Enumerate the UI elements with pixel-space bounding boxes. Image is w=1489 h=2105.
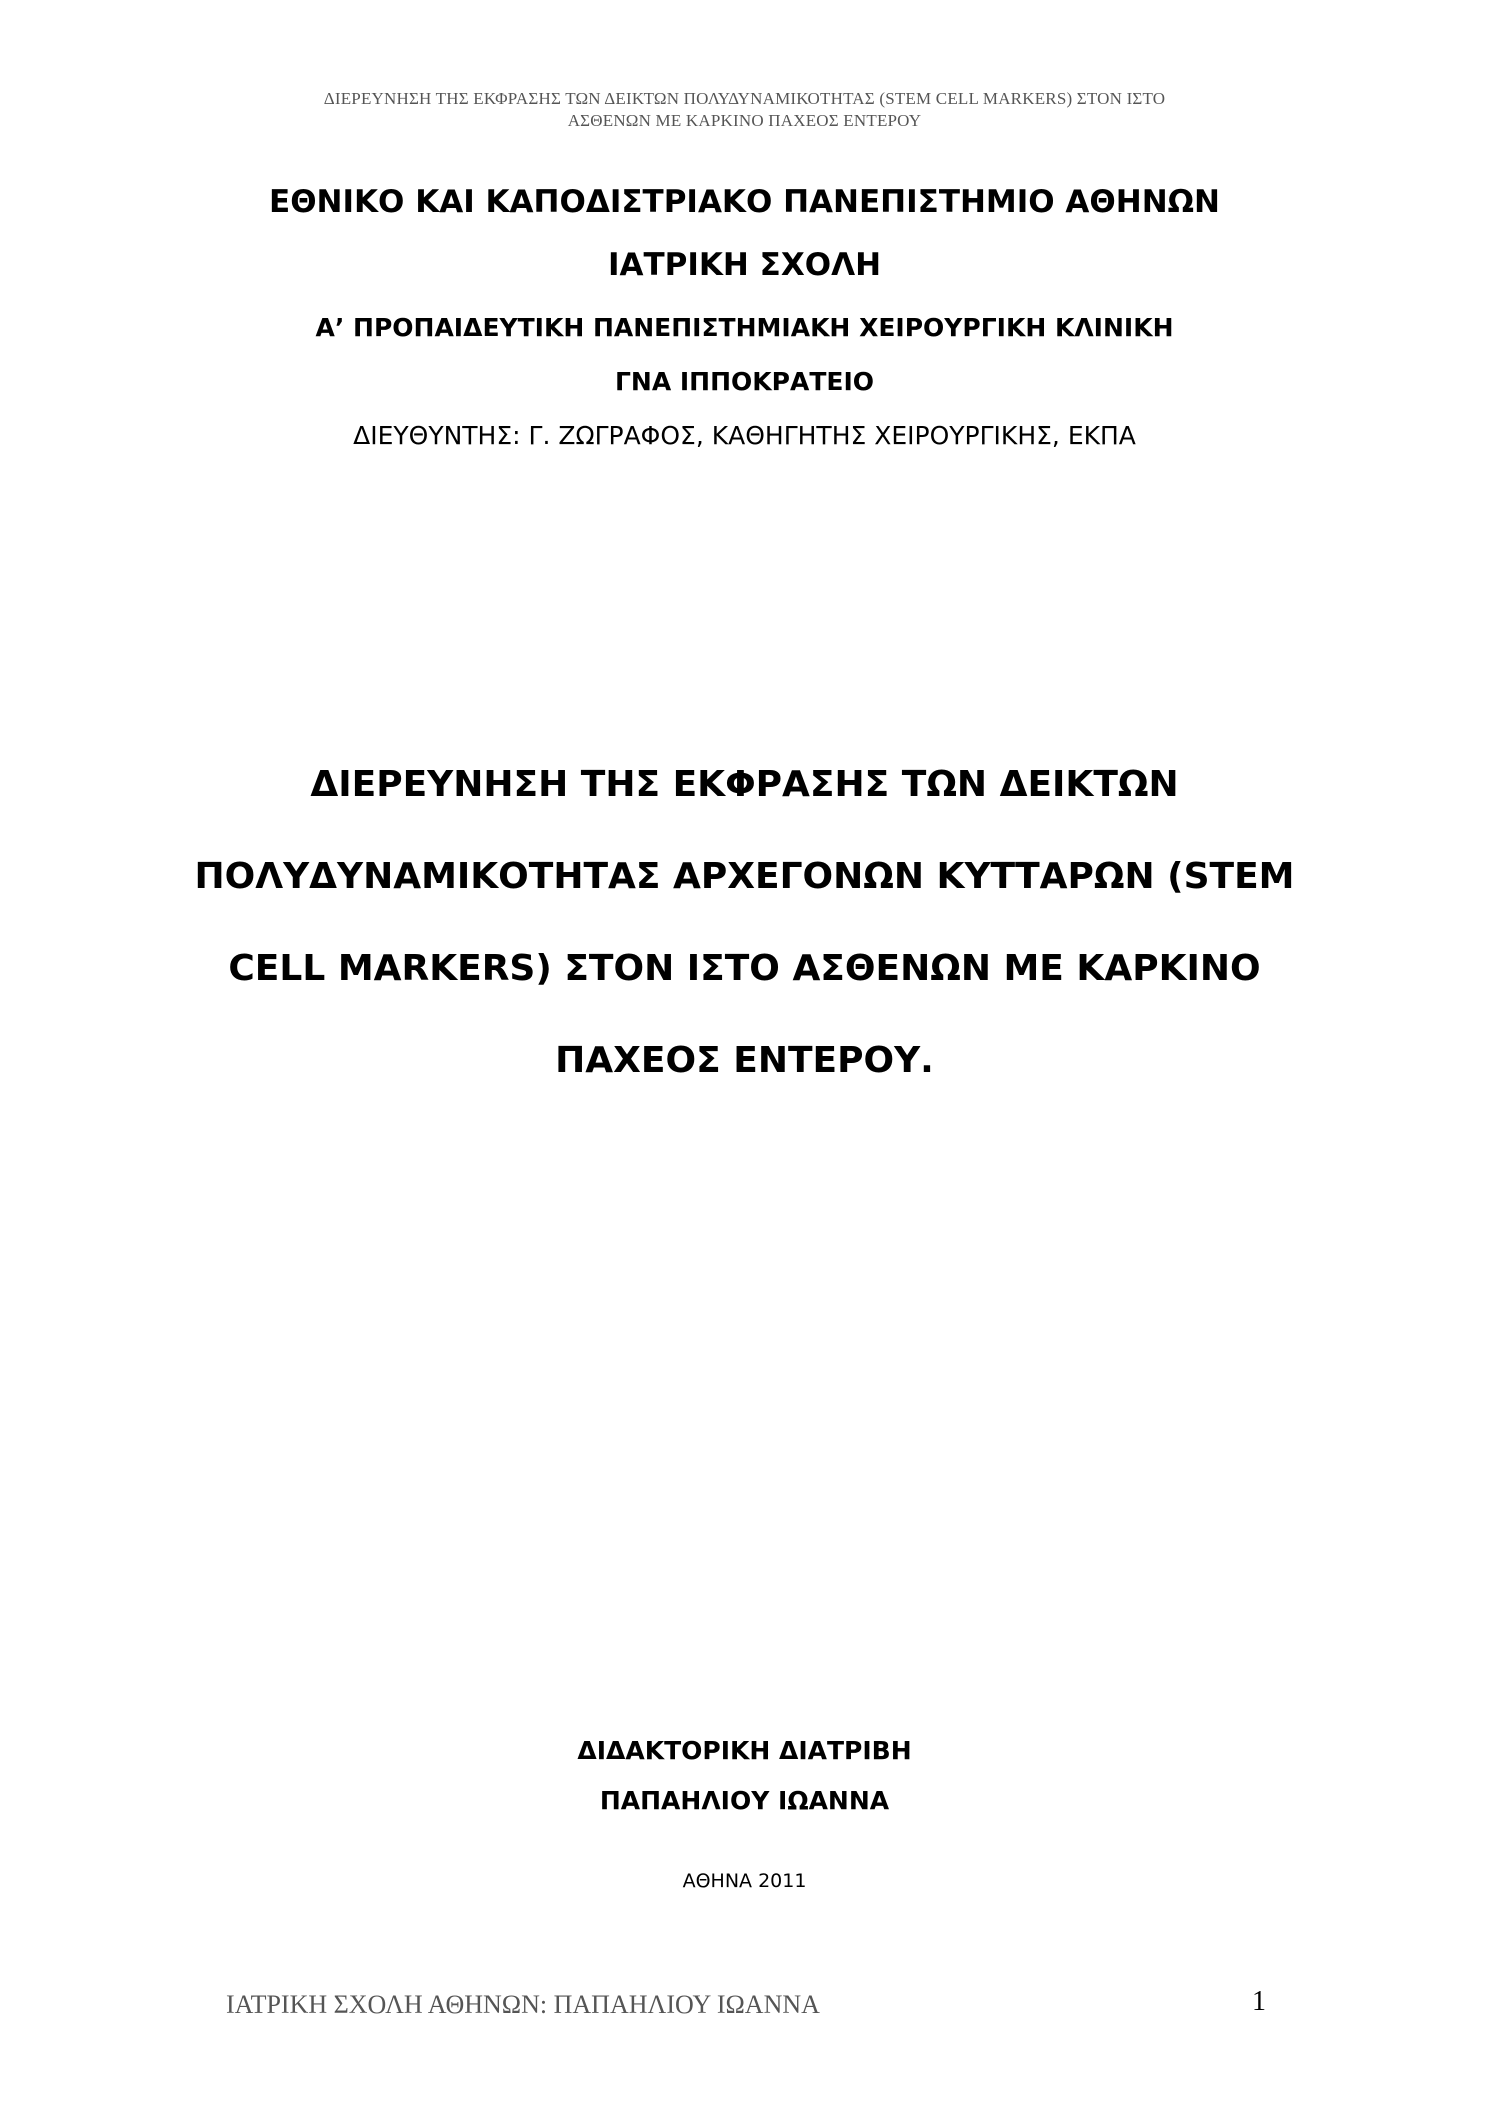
thesis-title-line-4: ΠΑΧΕΟΣ ΕΝΤΕΡΟΥ. (555, 1040, 934, 1081)
running-header-line-2: ΑΣΘΕΝΩΝ ΜΕ ΚΑΡΚΙΝΟ ΠΑΧΕΟΣ ΕΝΤΕΡΟΥ (567, 111, 922, 130)
thesis-title-line-3: CELL MARKERS) ΣΤΟΝ ΙΣΤΟ ΑΣΘΕΝΩΝ ΜΕ ΚΑΡΚΙΝΟ (228, 948, 1261, 989)
university-name: ΕΘΝΙΚΟ ΚΑΙ ΚΑΠΟΔΙΣΤΡΙΑΚΟ ΠΑΝΕΠΙΣΤΗΜΙΟ ΑΘΗΝΩΝ (269, 184, 1220, 220)
thesis-title-line-2: ΠΟΛΥΔΥΝΑΜΙΚΟΤΗΤΑΣ ΑΡΧΕΓΟΝΩΝ ΚΥΤΤΑΡΩΝ (STEM (194, 856, 1295, 897)
thesis-type: ΔΙΔΑΚΤΟΡΙΚΗ ΔΙΑΤΡΙΒΗ (577, 1736, 912, 1765)
page-footer-text: ΙΑΤΡΙΚΗ ΣΧΟΛΗ ΑΘΗΝΩΝ: ΠΑΠΑΗΛΙΟΥ ΙΩΑΝΝΑ (226, 1990, 820, 2019)
thesis-title (0, 760, 1489, 1128)
running-header (0, 88, 1489, 132)
director-line: ΔΙΕΥΘΥΝΤΗΣ: Γ. ΖΩΓΡΑΦΟΣ, ΚΑΘΗΓΗΤΗΣ ΧΕΙΡΟΥΡΓΙΚΗΣ, ΕΚΠΑ (353, 421, 1136, 450)
place-year: ΑΘΗΝΑ 2011 (682, 1870, 807, 1892)
school-name: ΙΑΤΡΙΚΗ ΣΧΟΛΗ (607, 247, 882, 283)
running-header-line-1: ΔΙΕΡΕΥΝΗΣΗ ΤΗΣ ΕΚΦΡΑΣΗΣ ΤΩΝ ΔΕΙΚΤΩΝ ΠΟΛΥΔΥΝΑΜΙΚΟΤΗΤΑΣ (STEM CELL MARKERS) ΣΤΟΝ ΙΣΤΟ (323, 89, 1166, 108)
author-name: ΠΑΠΑΗΛΙΟΥ ΙΩΑΝΝΑ (599, 1786, 890, 1815)
thesis-title-line-1: ΔΙΕΡΕΥΝΗΣΗ ΤΗΣ ΕΚΦΡΑΣΗΣ ΤΩΝ ΔΕΙΚΤΩΝ (310, 764, 1179, 805)
page-number: 1 (1252, 1986, 1266, 2017)
clinic-name: Α’ ΠΡΟΠΑΙΔΕΥΤΙΚΗ ΠΑΝΕΠΙΣΤΗΜΙΑΚΗ ΧΕΙΡΟΥΡΓΙΚΗ ΚΛΙΝΙΚΗ (315, 313, 1174, 342)
hospital-name: ΓΝΑ ΙΠΠΟΚΡΑΤΕΙΟ (614, 367, 875, 396)
